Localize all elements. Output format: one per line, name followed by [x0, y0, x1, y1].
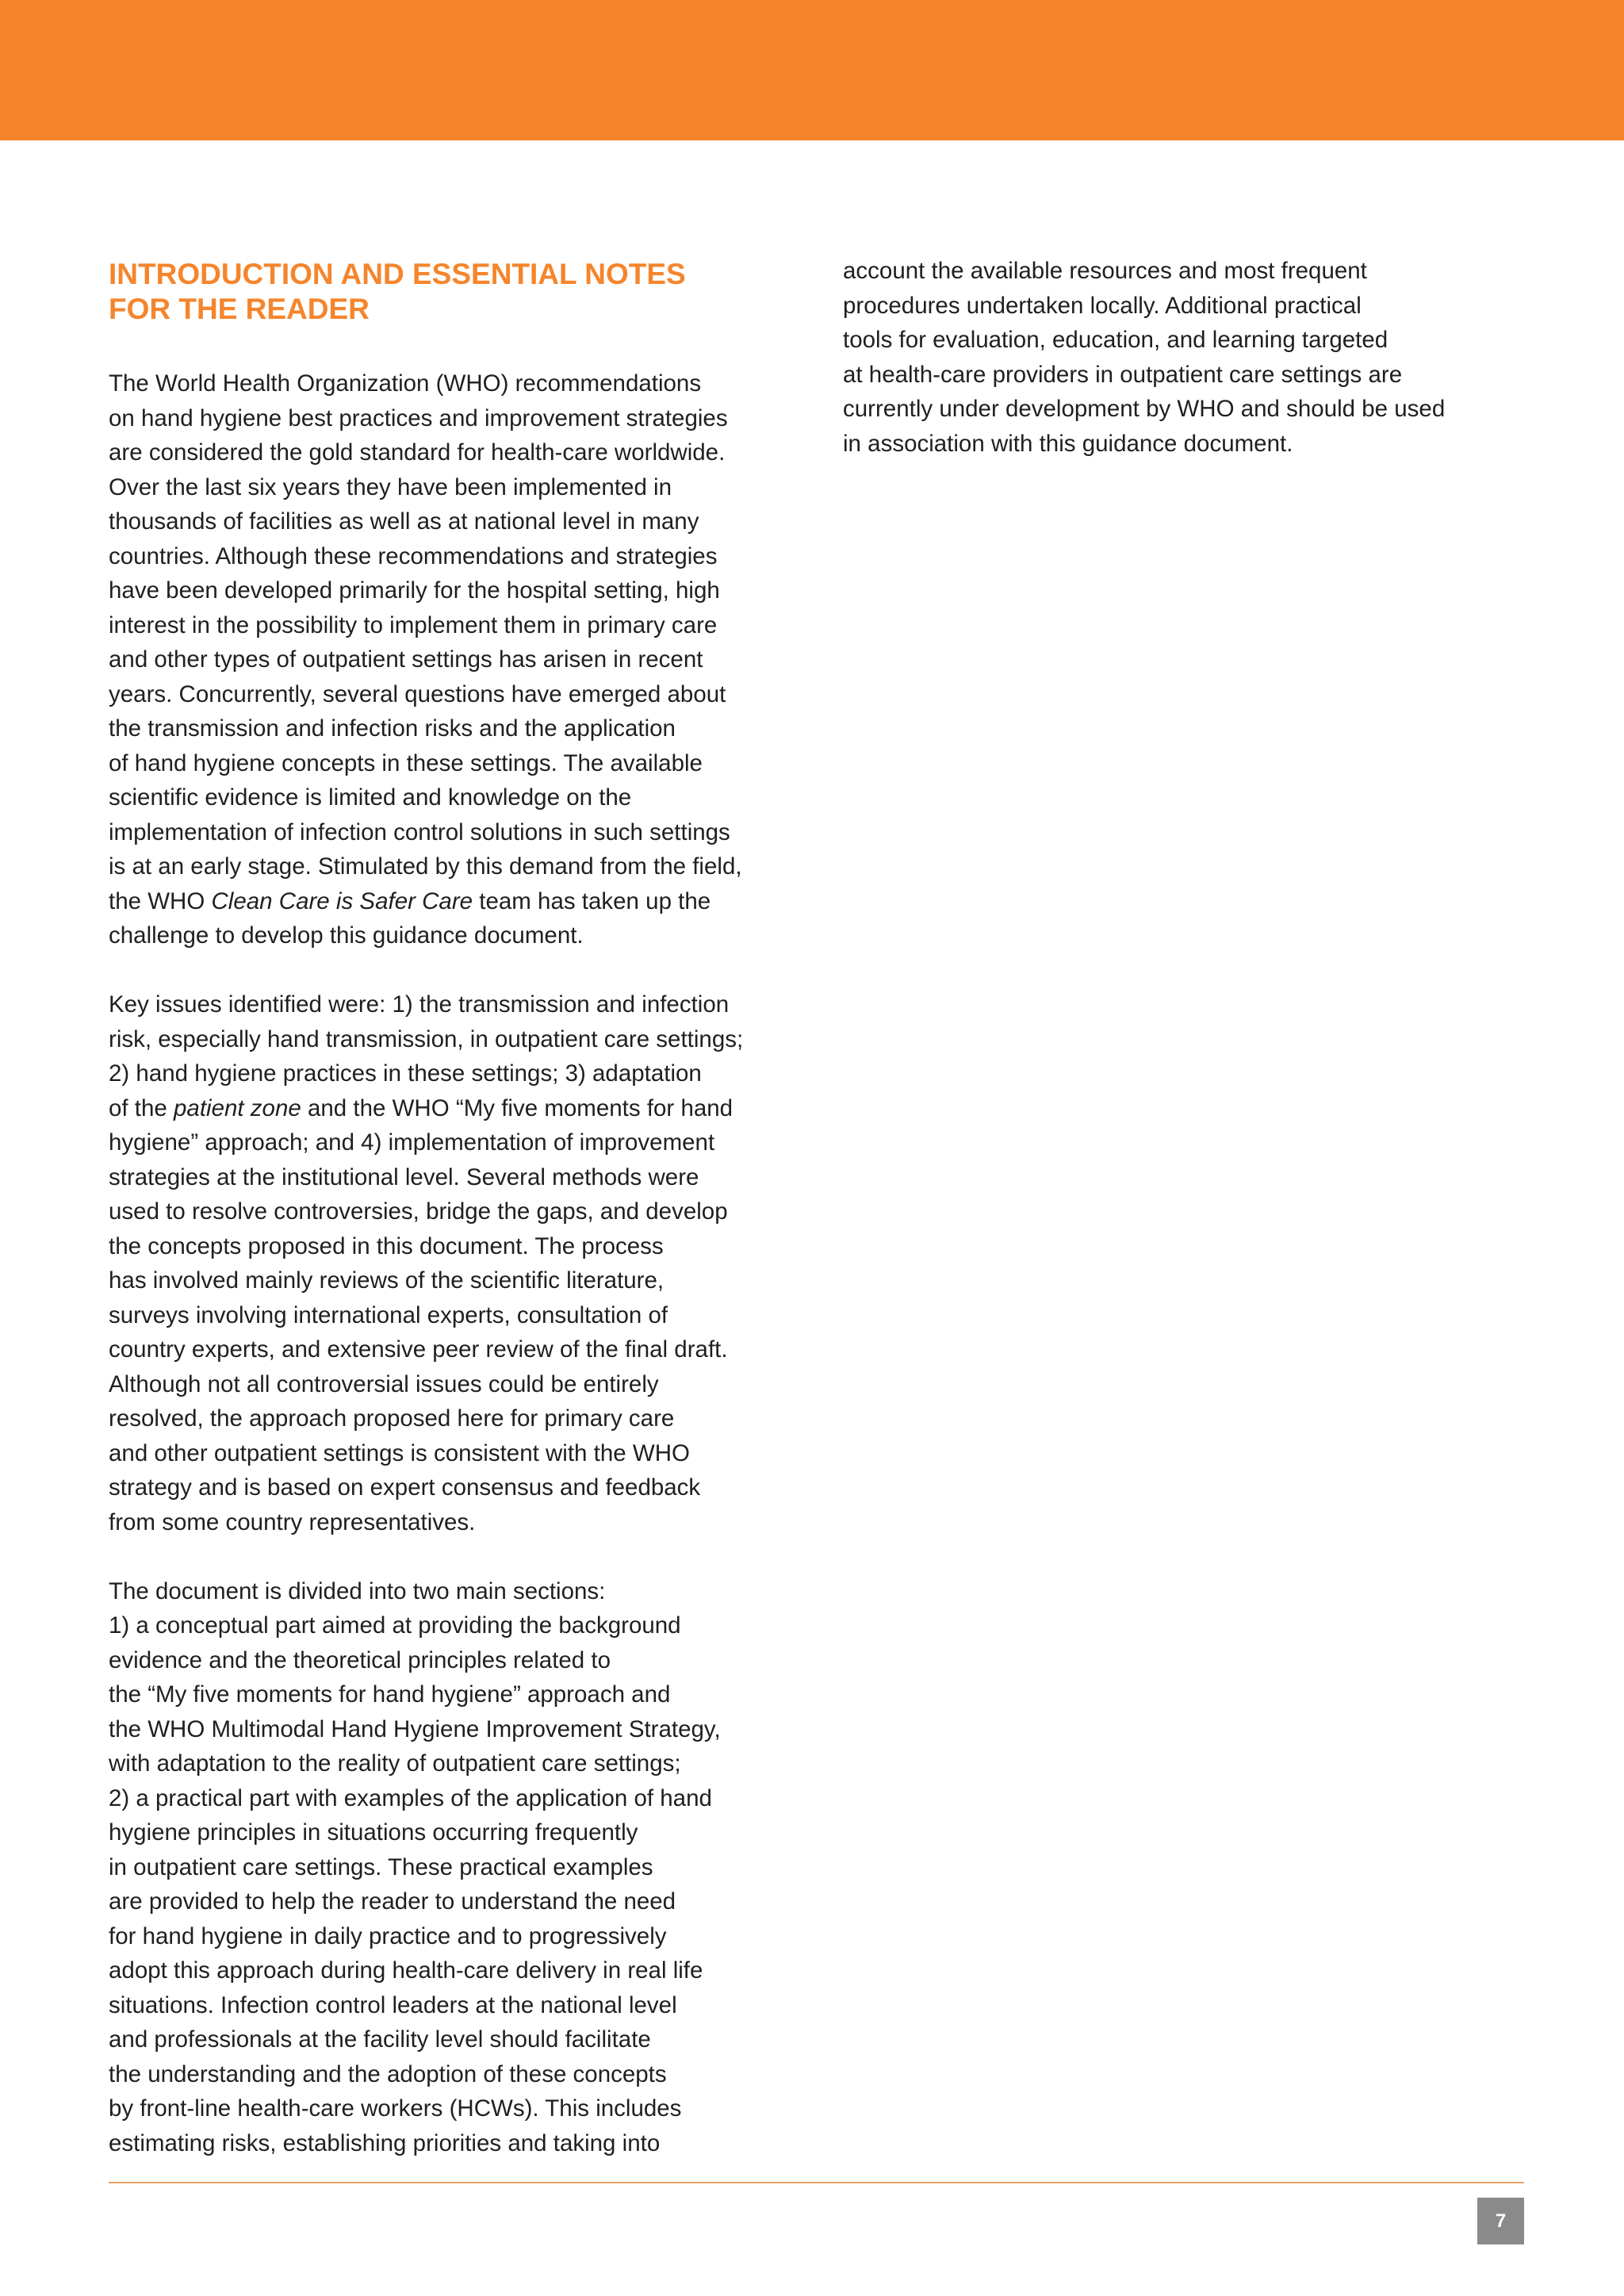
section-heading	[109, 257, 806, 327]
text-line: and professionals at the facility level should facilitate	[109, 2026, 651, 2053]
text-line: the understanding and the adoption of these concepts	[109, 2060, 667, 2087]
text-segment: the WHO	[109, 887, 212, 914]
text-line: years. Concurrently, several questions have emerged about	[109, 680, 726, 707]
key-issues-paragraph	[109, 987, 806, 1539]
text-line: The document is divided into two main sections:	[109, 1577, 606, 1604]
text-line: challenge to develop this guidance document.	[109, 922, 584, 949]
heading-line: INTRODUCTION AND ESSENTIAL NOTES	[109, 258, 686, 290]
text-line: for hand hygiene in daily practice and to progressively	[109, 1922, 667, 1949]
text-line: in association with this guidance document.	[843, 430, 1293, 457]
text-line: Key issues identified were: 1) the transmission and infection	[109, 991, 730, 1018]
text-line: 2) a practical part with examples of the application of hand	[109, 1784, 712, 1811]
text-line: implementation of infection control solutions in such settings	[109, 818, 730, 845]
text-line: situations. Infection control leaders at the national level	[109, 1991, 677, 2018]
text-line: are considered the gold standard for health-care worldwide.	[109, 439, 726, 466]
text-line: account the available resources and most frequent	[843, 258, 1367, 284]
text-line: from some country representatives.	[109, 1508, 476, 1535]
text-line: the transmission and infection risks and the application	[109, 715, 676, 742]
text-line: and other outpatient settings is consistent with the WHO	[109, 1439, 690, 1466]
text-line: has involved mainly reviews of the scientific literature,	[109, 1267, 665, 1294]
text-segment: team has taken up the	[473, 887, 711, 914]
text-line: surveys involving international experts, consultation of	[109, 1301, 668, 1328]
text-line: tools for evaluation, education, and learning targeted	[843, 327, 1388, 353]
text-line: is at an early stage. Stimulated by this demand from the field,	[109, 853, 742, 880]
text-line: risk, especially hand transmission, in outpatient care settings;	[109, 1025, 744, 1052]
text-line: with adaptation to the reality of outpatient care settings;	[109, 1750, 681, 1777]
emphasis: patient zone	[174, 1094, 301, 1121]
text-line: procedures undertaken locally. Additional practical	[843, 292, 1362, 319]
text-line: 1) a conceptual part aimed at providing the background	[109, 1612, 681, 1639]
text-line: country experts, and extensive peer review of the final draft.	[109, 1336, 728, 1363]
text-segment: of the	[109, 1094, 174, 1121]
text-line: strategy and is based on expert consensus and feedback	[109, 1474, 701, 1501]
page-number-badge: 7	[1477, 2198, 1524, 2244]
text-line	[109, 1091, 806, 1126]
text-line: the “My five moments for hand hygiene” approach and	[109, 1681, 671, 1708]
footer-divider	[109, 2182, 1524, 2183]
text-line: 2) hand hygiene practices in these settings; 3) adaptation	[109, 1060, 702, 1087]
text-line: the concepts proposed in this document. The process	[109, 1232, 664, 1259]
text-line: have been developed primarily for the hospital setting, high	[109, 577, 720, 604]
text-line: The World Health Organization (WHO) recommendations	[109, 370, 702, 397]
emphasis: Clean Care is Safer Care	[211, 887, 473, 914]
header-band	[0, 0, 1624, 140]
right-column	[843, 254, 1517, 461]
text-line: used to resolve controversies, bridge the gaps, and develop	[109, 1198, 728, 1225]
document-structure-paragraph	[109, 1574, 806, 2161]
text-line: Over the last six years they have been implemented in	[109, 473, 672, 500]
text-segment: and the WHO “My five moments for hand	[301, 1094, 733, 1121]
text-line: on hand hygiene best practices and improvement strategies	[109, 404, 728, 431]
text-line: estimating risks, establishing priorities and taking into	[109, 2129, 661, 2156]
text-line: adopt this approach during health-care delivery in real life	[109, 1957, 703, 1984]
text-line: Although not all controversial issues could be entirely	[109, 1370, 659, 1397]
text-line: currently under development by WHO and should be used	[843, 396, 1446, 422]
text-line: interest in the possibility to implement them in primary care	[109, 611, 718, 638]
text-line: of hand hygiene concepts in these settings. The available	[109, 749, 703, 776]
text-line	[109, 884, 806, 919]
text-line: hygiene” approach; and 4) implementation of improvement	[109, 1129, 715, 1156]
text-line: hygiene principles in situations occurring frequently	[109, 1819, 638, 1846]
text-line: at health-care providers in outpatient care settings are	[843, 361, 1403, 388]
text-line: evidence and the theoretical principles related to	[109, 1646, 611, 1673]
text-line: are provided to help the reader to understand the need	[109, 1888, 676, 1915]
text-line: in outpatient care settings. These practical examples	[109, 1853, 653, 1880]
text-line: strategies at the institutional level. Several methods were	[109, 1163, 699, 1190]
text-line: by front-line health-care workers (HCWs). This includes	[109, 2095, 682, 2122]
text-line: scientific evidence is limited and knowledge on the	[109, 784, 632, 811]
text-line: thousands of facilities as well as at national level in many	[109, 508, 699, 535]
heading-line: FOR THE READER	[109, 293, 370, 325]
intro-paragraph	[109, 366, 806, 953]
text-line: and other types of outpatient settings has arisen in recent	[109, 646, 703, 673]
continuation-paragraph	[843, 254, 1517, 461]
left-column	[109, 254, 806, 2160]
text-line: countries. Although these recommendations and strategies	[109, 542, 718, 569]
text-line: the WHO Multimodal Hand Hygiene Improvement Strategy,	[109, 1715, 721, 1742]
text-line: resolved, the approach proposed here for primary care	[109, 1405, 675, 1432]
